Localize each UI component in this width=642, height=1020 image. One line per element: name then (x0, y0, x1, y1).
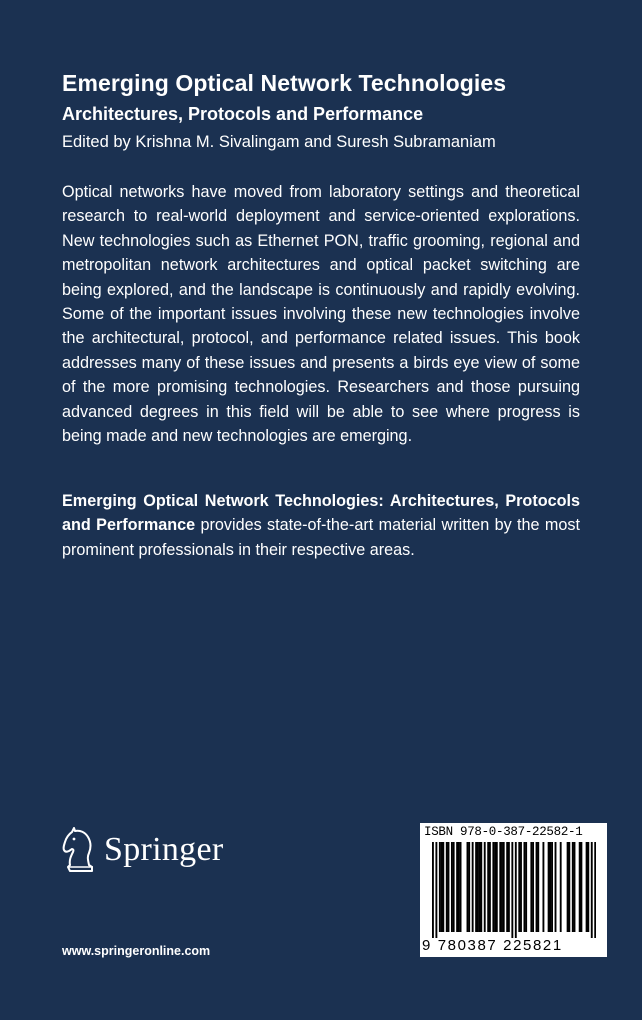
barcode-bar (586, 842, 588, 932)
barcode-bar (523, 842, 525, 932)
barcode-bar (453, 842, 455, 932)
isbn-label: ISBN 978-0-387-22582-1 (424, 825, 583, 839)
barcode-bar (487, 842, 489, 932)
summary-text: provides state-of-the-art material written by the most prominent professionals in their respective areas. (62, 516, 580, 559)
book-editors: Edited by Krishna M. Sivalingam and Suresh Subramaniam (62, 133, 496, 151)
barcode-bar (520, 842, 522, 932)
barcode-bar (501, 842, 503, 932)
barcode-bar (515, 842, 517, 938)
barcode-bar (442, 842, 444, 932)
barcode-bar (567, 842, 569, 932)
barcode-bar (475, 842, 477, 932)
barcode-bar (591, 842, 593, 938)
barcode-bar (542, 842, 544, 932)
summary-paragraph (62, 489, 580, 562)
barcode-bar (555, 842, 557, 932)
barcode-bar (489, 842, 491, 932)
barcode-bar (448, 842, 450, 932)
barcode-bar (435, 842, 437, 938)
barcode-bar (530, 842, 532, 932)
knight-chess-piece-icon (60, 827, 98, 873)
barcode-bar (451, 842, 453, 932)
barcode-bar (446, 842, 448, 932)
barcode-bars (432, 842, 596, 938)
barcode-bar (572, 842, 574, 932)
barcode-bar (580, 842, 582, 932)
barcode-bar (496, 842, 498, 932)
isbn-barcode (420, 823, 607, 957)
barcode-bar (594, 842, 596, 938)
barcode-bar (494, 842, 496, 932)
publisher-logo (60, 827, 224, 873)
barcode-bar (503, 842, 505, 932)
barcode-bar (499, 842, 501, 932)
book-title: Emerging Optical Network Technologies (62, 70, 507, 96)
barcode-bar (587, 842, 589, 932)
barcode-bar (560, 842, 562, 932)
publisher-name: Springer (104, 831, 224, 868)
barcode-bar (432, 842, 434, 938)
barcode-bar (460, 842, 462, 932)
barcode-bar (441, 842, 443, 932)
barcode-bar (579, 842, 581, 932)
barcode-bar (480, 842, 482, 932)
barcode-bar (467, 842, 469, 932)
barcode-bar (525, 842, 527, 932)
barcode-bar (492, 842, 494, 932)
book-subtitle: Architectures, Protocols and Performance (62, 104, 424, 124)
barcode-bar (568, 842, 570, 932)
barcode-bar (511, 842, 513, 938)
summary-bold-title: Emerging Optical Network Technologies: Architectures, Protocols and Performance (62, 492, 580, 535)
barcode-bar (549, 842, 551, 932)
barcode-bar (551, 842, 553, 932)
barcode-bar (532, 842, 534, 932)
barcode-bar (479, 842, 481, 932)
barcode-bar (439, 842, 441, 932)
barcode-bar (484, 842, 486, 932)
barcode-bar (477, 842, 479, 932)
ean-digits: 9 780387 225821 (422, 937, 563, 954)
barcode-bar (456, 842, 458, 932)
barcode-bar (468, 842, 470, 932)
barcode-bar (536, 842, 538, 932)
barcode-bar (458, 842, 460, 932)
barcode-bar (574, 842, 576, 932)
publisher-url: www.springeronline.com (62, 944, 211, 958)
barcode-bar (506, 842, 508, 932)
description-paragraph: Optical networks have moved from laboratory settings and theoretical research to real-world deployment and service-oriented explorations. New technologies such as Ethernet PON, traffic grooming, regional and metropolitan network architectures and optical packet switching are being explored, and the landscape is continuously and rapidly evolving. Some of the important issues involving these new technologies involve the architectural, protocol, and performance related issues. This book addresses many of these issues and presents a birds eye view of some of the more promising technologies. Researchers and those pursuing advanced degrees in this field will be able to see where progress is being made and new technologies are emerging. (62, 183, 580, 446)
barcode-bar (518, 842, 520, 932)
barcode-bar (537, 842, 539, 932)
barcode-bar (472, 842, 474, 932)
barcode-bar (548, 842, 550, 932)
barcode-bar (508, 842, 510, 932)
